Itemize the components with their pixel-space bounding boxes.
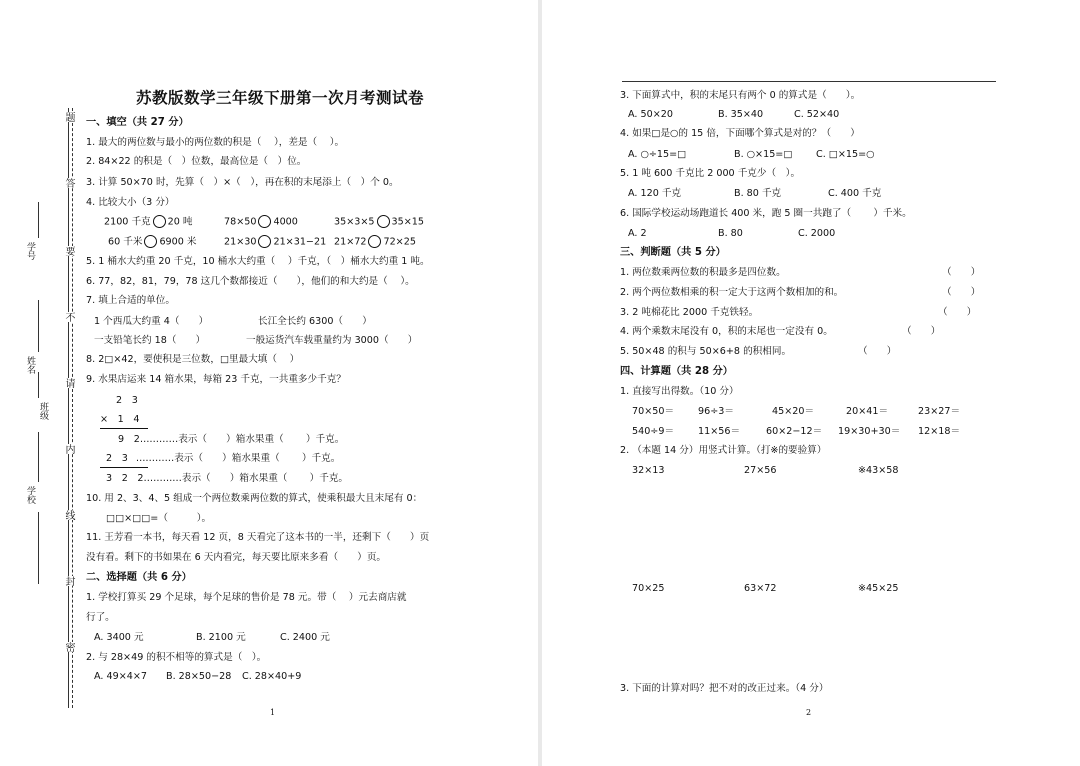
label-student-id: 学号 <box>25 242 35 260</box>
compare-item: 21×72 72×25 <box>334 236 416 248</box>
label-name: 姓名 <box>25 356 35 374</box>
field-class[interactable] <box>38 372 39 398</box>
seal-char: 不 <box>63 312 74 322</box>
label-class: 班级 <box>38 402 48 420</box>
compare-circle[interactable] <box>368 235 381 248</box>
option-b[interactable]: B. 80 千克 <box>734 188 782 199</box>
vertical-calc-item: ※45×25 <box>858 583 899 594</box>
option-c[interactable]: C. 2400 元 <box>280 632 330 643</box>
page-number: 1 <box>270 708 276 717</box>
vertical-calc-row: 2 3 …………表示（ ）箱水果重（ ）千克。 <box>106 453 341 464</box>
judge-item: 2. 两个两位数相乘的积一定大于这两个数相加的和。 <box>620 287 844 298</box>
question-text: 4. 比较大小（3 分） <box>86 197 175 208</box>
calc-explanation: …………表示（ ）箱水果重（ ）千克。 <box>139 434 345 445</box>
compare-item: 35×3×5 35×15 <box>334 216 424 228</box>
compare-circle[interactable] <box>258 215 271 228</box>
option-c[interactable]: C. □×15=○ <box>816 149 875 160</box>
option-b[interactable]: B. 28×50−28 <box>166 671 232 682</box>
field-student-id[interactable] <box>38 202 39 238</box>
question-text: 7. 填上合适的单位。 <box>86 295 175 306</box>
vertical-calc-row: 9 2…………表示（ ）箱水果重（ ）千克。 <box>118 434 345 445</box>
question-text: 1. 学校打算买 29 个足球，每个足球的售价是 78 元。带（ ）元去商店就 <box>86 592 407 603</box>
oral-calc: 23×27＝ <box>918 406 961 417</box>
calc-explanation: …………表示（ ）箱水果重（ ）千克。 <box>143 473 349 484</box>
option-c[interactable]: C. 2000 <box>798 228 836 239</box>
question-text: 2. （本题 14 分）用竖式计算。（打※的要验算） <box>620 445 827 456</box>
seal-char: 答 <box>63 178 74 188</box>
exam-page-2 <box>542 0 1080 766</box>
seal-char: 要 <box>63 246 74 256</box>
question-text: 一支铅笔长约 18（ ） <box>94 335 206 346</box>
compare-circle[interactable] <box>377 215 390 228</box>
option-a[interactable]: A. 120 千克 <box>628 188 682 199</box>
option-b[interactable]: B. ○×15=□ <box>734 149 793 160</box>
question-text: 1. 直接写出得数。（10 分） <box>620 386 739 397</box>
vertical-calc-item: ※43×58 <box>858 465 899 476</box>
vertical-calc-item: 70×25 <box>632 583 665 594</box>
seal-char: 线 <box>63 510 74 520</box>
question-text: 3. 下面的计算对吗？把不对的改正过来。（4 分） <box>620 683 829 694</box>
vertical-calc-top: 2 3 <box>116 395 138 406</box>
judge-item: 3. 2 吨棉花比 2000 千克铁轻。 <box>620 307 759 318</box>
section-heading-fill: 一、填空（共 27 分） <box>86 117 189 128</box>
question-text: 1 个西瓜大约重 4（ ） <box>94 316 209 327</box>
oral-calc: 20×41＝ <box>846 406 889 417</box>
question-text: 行了。 <box>86 612 115 623</box>
question-text: 6. 国际学校运动场跑道长 400 米，跑 5 圈一共跑了（ ）千米。 <box>620 208 912 219</box>
option-c[interactable]: C. 28×40+9 <box>242 671 302 682</box>
oral-calc: 540÷9＝ <box>632 426 675 437</box>
question-text: 5. 1 桶水大约重 20 千克，10 桶水大约重（ ）千克，（ ）桶水大约重 1 吨。 <box>86 256 430 267</box>
question-text: 一般运货汽车载重量约为 3000（ ） <box>246 335 418 346</box>
calc-rule <box>100 467 148 468</box>
seal-char: 封 <box>63 576 74 586</box>
option-a[interactable]: A. 2 <box>628 228 647 239</box>
page-title: 苏教版数学三年级下册第一次月考测试卷 <box>135 89 424 107</box>
oral-calc: 70×50＝ <box>632 406 675 417</box>
compare-item: 78×50 4000 <box>224 216 298 228</box>
seal-char: 密 <box>63 642 74 652</box>
oral-calc: 45×20＝ <box>772 406 815 417</box>
section-heading-calc: 四、计算题（共 28 分） <box>620 366 733 377</box>
judge-answer[interactable]: （ ） <box>942 267 981 278</box>
header-rule <box>622 81 996 82</box>
section-heading-choice: 二、选择题（共 6 分） <box>86 572 192 583</box>
field-name[interactable] <box>38 300 39 352</box>
question-text: 5. 1 吨 600 千克比 2 000 千克少（ ）。 <box>620 168 801 179</box>
compare-item: 60 千米 6900 米 <box>108 236 197 248</box>
label-school: 学校 <box>25 486 35 504</box>
question-text: 2. 与 28×49 的积不相等的算式是（ ）。 <box>86 652 267 663</box>
question-text: 9. 水果店运来 14 箱水果，每箱 23 千克，一共重多少千克？ <box>86 374 346 385</box>
option-c[interactable]: C. 52×40 <box>794 109 840 120</box>
section-heading-judge: 三、判断题（共 5 分） <box>620 247 726 258</box>
vertical-calc-item: 32×13 <box>632 465 665 476</box>
oral-calc: 19×30+30＝ <box>838 426 901 437</box>
seal-char: 内 <box>63 444 74 454</box>
binding-line <box>68 108 69 708</box>
option-b[interactable]: B. 80 <box>718 228 743 239</box>
judge-item: 1. 两位数乘两位数的积最多是四位数。 <box>620 267 786 278</box>
question-text: 3. 计算 50×70 时，先算（ ）×（ ），再在积的末尾添上（ ）个 0。 <box>86 177 399 188</box>
oral-calc: 11×56＝ <box>698 426 741 437</box>
binding-dashed-line <box>72 108 73 708</box>
judge-answer[interactable]: （ ） <box>902 326 941 337</box>
option-a[interactable]: A. 50×20 <box>628 109 673 120</box>
judge-item: 5. 50×48 的积与 50×6+8 的积相同。 <box>620 346 792 357</box>
vertical-calc-row: 3 2 2…………表示（ ）箱水果重（ ）千克。 <box>106 473 349 484</box>
question-text: 1. 最大的两位数与最小的两位数的积是（ ），差是（ ）。 <box>86 137 345 148</box>
seal-char: 请 <box>63 378 74 388</box>
option-a[interactable]: A. ○÷15=□ <box>628 149 687 160</box>
calc-rule <box>100 428 148 429</box>
vertical-calc-item: 63×72 <box>744 583 777 594</box>
option-a[interactable]: A. 49×4×7 <box>94 671 147 682</box>
seal-char: 题 <box>63 112 74 122</box>
compare-item: 2100 千克 20 吨 <box>104 216 193 228</box>
compare-item: 21×30 21×31−21 <box>224 236 327 248</box>
question-text: 4. 如果□是○的 15 倍，下面哪个算式是对的？（ ） <box>620 128 860 139</box>
question-text: 没有看。剩下的书如果在 6 天内看完，每天要比原来多看（ ）页。 <box>86 552 387 563</box>
oral-calc: 96÷3＝ <box>698 406 734 417</box>
question-text: 3. 下面算式中，积的末尾只有两个 0 的算式是（ ）。 <box>620 90 861 101</box>
question-text: 长江全长约 6300（ ） <box>258 316 372 327</box>
gutter-rule <box>38 512 39 584</box>
judge-item: 4. 两个乘数末尾没有 0，积的末尾也一定没有 0。 <box>620 326 833 337</box>
question-text: 8. 2□×42，要使积是三位数，□里最大填（ ） <box>86 354 300 365</box>
field-school[interactable] <box>38 432 39 482</box>
option-b[interactable]: B. 2100 元 <box>196 632 246 643</box>
compare-circle[interactable] <box>144 235 157 248</box>
judge-answer[interactable]: （ ） <box>942 287 981 298</box>
question-text: 10. 用 2、3、4、5 组成一个两位数乘两位数的算式，使乘积最大且末尾有 0： <box>86 493 423 504</box>
option-b[interactable]: B. 35×40 <box>718 109 764 120</box>
question-text: 2. 84×22 的积是（ ）位数，最高位是（ ）位。 <box>86 156 307 167</box>
oral-calc: 60×2−12＝ <box>766 426 823 437</box>
judge-answer[interactable]: （ ） <box>858 346 897 357</box>
question-text: 11. 王芳看一本书，每天看 12 页，8 天看完了这本书的一半，还剩下（ ）页 <box>86 532 430 543</box>
compare-circle[interactable] <box>153 215 166 228</box>
option-c[interactable]: C. 400 千克 <box>828 188 882 199</box>
exam-page-1 <box>0 0 538 766</box>
question-text: □□×□□=（ ）。 <box>106 513 212 524</box>
calc-explanation: …………表示（ ）箱水果重（ ）千克。 <box>135 453 341 464</box>
vertical-calc-multiplier: × 1 4 <box>100 414 140 425</box>
compare-circle[interactable] <box>258 235 271 248</box>
oral-calc: 12×18＝ <box>918 426 961 437</box>
vertical-calc-item: 27×56 <box>744 465 777 476</box>
question-text: 6. 77，82，81，79，78 这几个数都接近（ ），他们的和大约是（ ）。 <box>86 276 415 287</box>
option-a[interactable]: A. 3400 元 <box>94 632 144 643</box>
page-number: 2 <box>806 708 812 717</box>
judge-answer[interactable]: （ ） <box>938 307 977 318</box>
